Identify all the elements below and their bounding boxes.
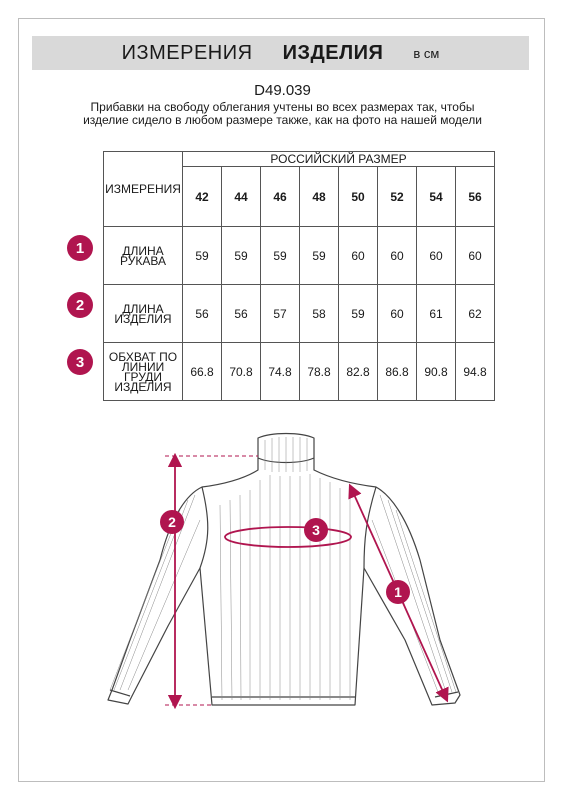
- table-cell: 74.8: [261, 343, 300, 401]
- marker-3-label: 3: [312, 522, 320, 538]
- table-cell: 58: [300, 285, 339, 343]
- size-cell: 44: [222, 167, 261, 227]
- table-cell: 82.8: [339, 343, 378, 401]
- table-cell: 60: [417, 227, 456, 285]
- table-cell: 57: [261, 285, 300, 343]
- table-cell: 59: [300, 227, 339, 285]
- row-number-badge: 3: [67, 349, 93, 375]
- table-cell: 78.8: [300, 343, 339, 401]
- table-cell: 62: [456, 285, 495, 343]
- table-cell: 59: [222, 227, 261, 285]
- size-cell: 52: [378, 167, 417, 227]
- table-cell: 59: [261, 227, 300, 285]
- article-number: D49.039: [254, 82, 311, 99]
- row-label: ДЛИНА ИЗДЕЛИЯ: [104, 285, 183, 343]
- table-cell: 86.8: [378, 343, 417, 401]
- header-title: ИЗМЕРЕНИЯ: [121, 41, 253, 64]
- table-cell: 60: [378, 285, 417, 343]
- fit-note: Прибавки на свободу облегания учтены во всех размерах так, чтобы изделие сидело в любом размере также, как на фото на нашей модели: [83, 100, 482, 127]
- chest-girth-ellipse: [225, 527, 351, 547]
- marker-3-badge: [304, 518, 328, 542]
- table-cell: 61: [417, 285, 456, 343]
- size-cell: 56: [456, 167, 495, 227]
- row-label: ОБХВАТ ПО ЛИНИИ ГРУДИ ИЗДЕЛИЯ: [104, 343, 183, 401]
- table-cell: 56: [183, 285, 222, 343]
- size-cell: 42: [183, 167, 222, 227]
- size-group-header: РОССИЙСКИЙ РАЗМЕР: [183, 152, 495, 167]
- rib-knit-lines: [110, 437, 456, 700]
- table-cell: 60: [339, 227, 378, 285]
- corner-label: ИЗМЕРЕНИЯ: [104, 152, 183, 227]
- size-cell: 48: [300, 167, 339, 227]
- size-cell: 46: [261, 167, 300, 227]
- header-title-bold: ИЗДЕЛИЯ: [282, 41, 384, 64]
- table-cell: 94.8: [456, 343, 495, 401]
- marker-2-label: 2: [168, 514, 176, 530]
- header-unit: в см: [413, 45, 440, 61]
- row-number-badge: 1: [67, 235, 93, 261]
- table-cell: 59: [183, 227, 222, 285]
- marker-2-badge: [160, 510, 184, 534]
- row-label: ДЛИНА РУКАВА: [104, 227, 183, 285]
- table-cell: 60: [378, 227, 417, 285]
- marker-1-label: 1: [394, 584, 402, 600]
- table-cell: 59: [339, 285, 378, 343]
- table-cell: 60: [456, 227, 495, 285]
- table-cell: 90.8: [417, 343, 456, 401]
- size-cell: 54: [417, 167, 456, 227]
- row-number-badge: 2: [67, 292, 93, 318]
- table-cell: 66.8: [183, 343, 222, 401]
- measurement-overlays: [160, 456, 445, 705]
- size-cell: 50: [339, 167, 378, 227]
- table-cell: 70.8: [222, 343, 261, 401]
- table-cell: 56: [222, 285, 261, 343]
- marker-1-badge: [386, 580, 410, 604]
